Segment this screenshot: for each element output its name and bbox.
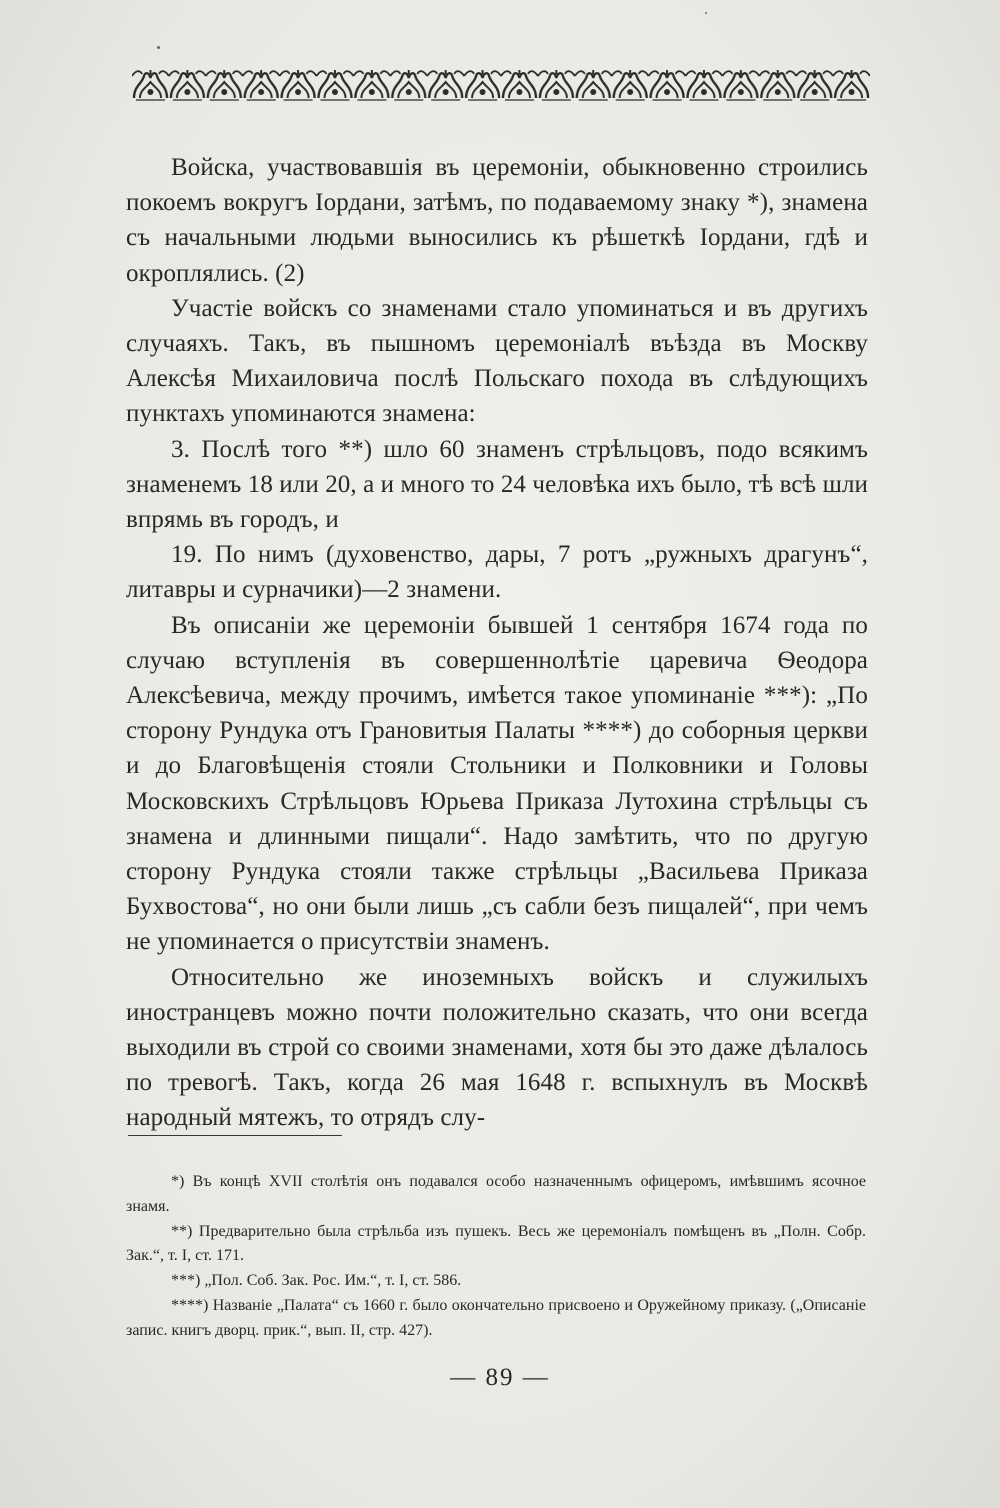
paragraph: Въ описаніи же церемоніи бывшей 1 сентября 1674 года по случаю вступленія въ совершеннолѣтіе царевича Ѳеодора Алексѣевича, между прочимъ, имѣется такое упоминаніе ***): „По сторону Рундука отъ Грановитыя Палаты ****) до соборныя церкви и до Благовѣщенія стояли Стольники и Полковники и Головы Московскихъ Стрѣльцовъ Юрьева Приказа Лутохина стрѣльцы съ знамена и длинными пищали“. Надо замѣтить, что по другую сторону Рундука стояли также стрѣльцы „Васильева Приказа Бухвостова“, но они были лишь „съ сабли безъ пищалей“, при чемъ не упоминается о присутствіи знаменъ. [126,611,868,956]
paper-speck [705,12,707,14]
footnote: ***) „Пол. Соб. Зак. Рос. Им.“, т. I, ст. 586. [171,1272,462,1290]
page-number: — 89 — [450,1364,550,1391]
paper-speck [157,46,160,49]
footnote-separator [128,1135,342,1136]
footnote: **) Предварительно была стрѣльба изъ пушекъ. Весь же церемоніалъ помѣщенъ въ „Полн. Собр. Зак.“, т. I, ст. 171. [126,1222,866,1265]
main-text [126,150,868,1136]
paragraph: Относительно же иноземныхъ войскъ и служилыхъ иностранцевъ можно почти положительно сказать, что они всегда выходили въ строй со своими знаменами, хотя бы это даже дѣлалось по тревогѣ. Такъ, когда 26 мая 1648 г. вспыхнулъ въ Москвѣ народный мятежъ, то отрядъ слу- [126,963,868,1132]
paragraph: Участіе войскъ со знаменами стало упоминаться и въ другихъ случаяхъ. Такъ, въ пышномъ церемоніалѣ въѣзда въ Москву Алексѣя Михаиловича послѣ Польскаго похода въ слѣдующихъ пунктахъ упоминаются знамена: [126,294,868,428]
footnote: ****) Названіе „Палата“ съ 1660 г. было окончательно присвоено и Оружейному приказу. („Описаніе запис. книгъ дворц. прик.“, вып. II, стр. 427). [126,1296,866,1339]
footnote: *) Въ концѣ XVII столѣтія онъ подавался особо назначеннымъ офицеромъ, имѣвшимъ ясочное знамя. [126,1173,866,1215]
paragraph: 19. По нимъ (духовенство, дары, 7 ротъ „ружныхъ драгунъ“, литавры и сурначики)—2 знамени. [126,541,868,604]
paragraph: 3. Послѣ того **) шло 60 знаменъ стрѣльцовъ, подо всякимъ знаменемъ 18 или 20, а и много то 24 человѣка ихъ было, тѣ всѣ шли впрямь въ городъ, и [126,435,868,534]
footnotes [126,1170,866,1344]
ornamental-header-band [132,68,870,102]
paragraph: Войска, участвовавшія въ церемоніи, обыкновенно строились покоемъ вокругъ Іордани, затѣмъ, по подаваемому знаку *), знамена съ начальными людьми выносились къ рѣшеткѣ Іордани, гдѣ и окроплялись. (2) [126,154,868,287]
